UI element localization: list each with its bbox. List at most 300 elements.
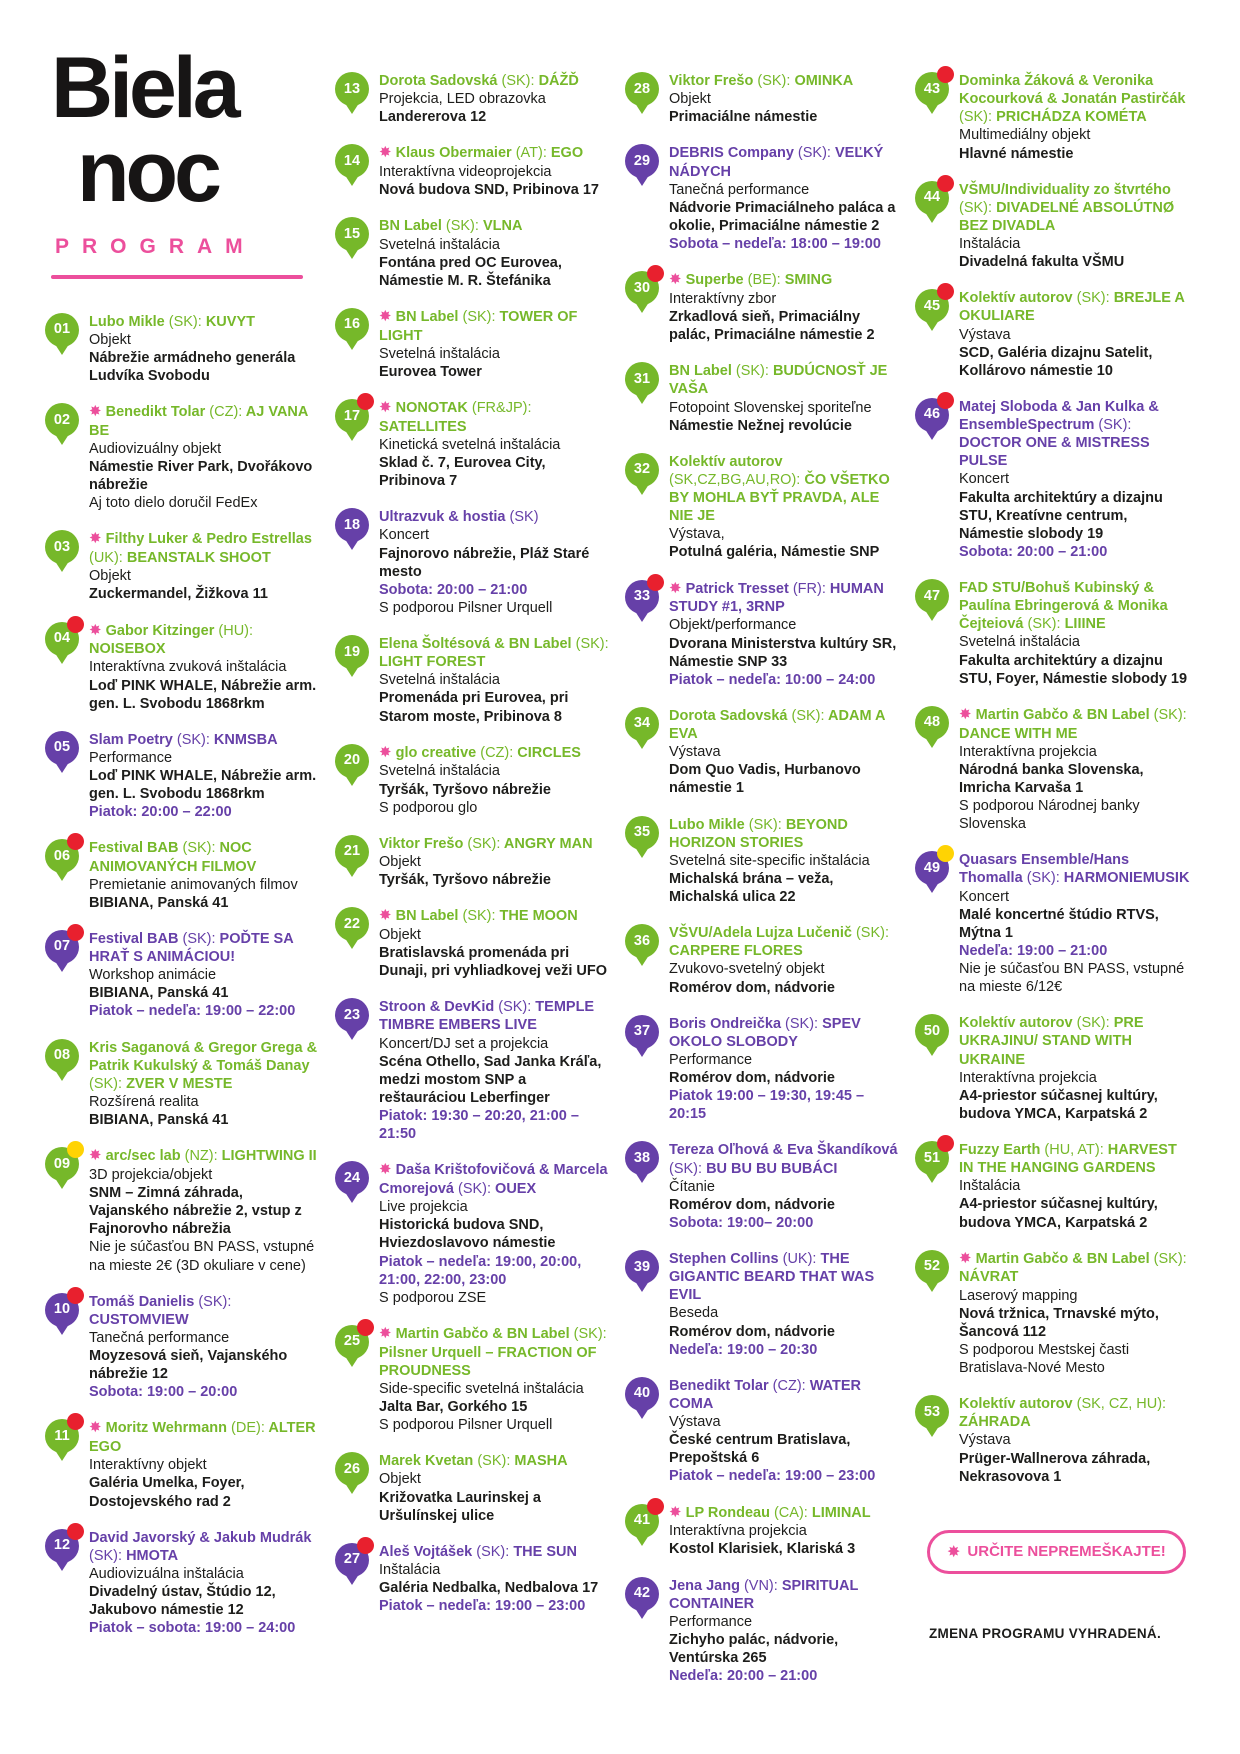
- artist-name: BN Label: [379, 218, 442, 235]
- event-number: 38: [633, 1149, 651, 1166]
- event-info: Koncert/DJ set a projekcia: [379, 1035, 549, 1052]
- event-time: Nedeľa: 19:00 – 21:00: [959, 942, 1108, 959]
- event-info: Tanečná performance: [89, 1329, 230, 1346]
- event-venue: A4-priestor súčasnej kultúry, budova YMCA, Karpatská 2: [959, 1087, 1158, 1122]
- event-body: [669, 816, 901, 907]
- event-pin: [625, 1141, 660, 1191]
- event-title: [89, 313, 321, 331]
- event-body: [959, 181, 1191, 272]
- event-time: Nedeľa: 20:00 – 21:00: [669, 1668, 818, 1685]
- event-pin: [335, 144, 370, 194]
- artist-name: Quasars Ensemble/Hans Thomalla: [959, 852, 1130, 887]
- event-number: 53: [923, 1403, 941, 1420]
- map-pin-icon: [45, 403, 79, 437]
- event-venue: Landererova 12: [379, 109, 487, 126]
- country-code: (SK): [509, 509, 539, 526]
- event-pin: [625, 453, 660, 503]
- map-pin-icon: [335, 998, 369, 1032]
- work-title: NOC ANIMOVANÝCH FILMOV: [89, 840, 257, 875]
- event-venue: Romérov dom, nádvorie: [669, 1070, 835, 1086]
- event-number: 15: [343, 225, 361, 242]
- event-item: [625, 1577, 901, 1686]
- red-alert-dot: [937, 175, 954, 192]
- event-body: [669, 362, 901, 435]
- artist-name: Tereza Oľhová & Eva Škandíková: [669, 1142, 898, 1159]
- event-venue: BIBIANA, Panská 41: [89, 985, 229, 1002]
- country-code: (UK):: [89, 550, 123, 567]
- star-icon: ✸: [379, 907, 392, 925]
- event-venue: Promenáda pri Eurovea, pri Starom moste, Pribinova 8: [379, 690, 569, 725]
- event-pin: [625, 1577, 660, 1627]
- event-body: [379, 144, 611, 199]
- map-pin-icon: [335, 907, 369, 941]
- artist-name: Festival BAB: [89, 840, 179, 857]
- event-pin: [625, 1015, 660, 1065]
- event-number: 18: [343, 516, 361, 533]
- map-pin-icon: [335, 1452, 369, 1486]
- event-item: [625, 453, 901, 562]
- event-item: [915, 1141, 1191, 1232]
- event-item: [915, 72, 1191, 163]
- event-venue: Primaciálne námestie: [669, 109, 818, 126]
- event-pin: [45, 839, 80, 889]
- event-body: [379, 399, 611, 490]
- event-item: [45, 1293, 321, 1402]
- event-title: [89, 1529, 321, 1565]
- map-pin-icon: [335, 144, 369, 178]
- work-title: TEMPLE TIMBRE EMBERS LIVE: [379, 999, 595, 1034]
- event-number: 09: [53, 1155, 71, 1172]
- event-title: [379, 72, 611, 90]
- work-title: WATER COMA: [669, 1377, 861, 1412]
- artist-name: Kolektív autorov: [959, 1015, 1073, 1032]
- red-alert-dot: [67, 1523, 84, 1540]
- artist-name: Jena Jang: [669, 1577, 740, 1594]
- event-number: 02: [53, 411, 71, 428]
- event-info: Workshop animácie: [89, 967, 217, 984]
- work-title: NOISEBOX: [89, 641, 166, 658]
- event-item: [45, 1419, 321, 1510]
- event-title: [89, 930, 321, 966]
- event-body: [959, 1141, 1191, 1232]
- country-code: (SK):: [176, 731, 210, 748]
- logo-word-noc: noc: [77, 124, 218, 221]
- event-number: 37: [633, 1023, 651, 1040]
- event-info: Objekt: [379, 1471, 421, 1488]
- event-title: [89, 1147, 321, 1166]
- work-title: CUSTOMVIEW: [89, 1311, 189, 1328]
- country-code: (SK):: [457, 1181, 492, 1197]
- event-venue: Fakulta architektúry a dizajnu STU, Kreatívne centrum, Námestie slobody 19: [959, 489, 1163, 542]
- event-title: [669, 72, 901, 90]
- event-list: [915, 72, 1191, 1486]
- star-icon: ✸: [379, 1324, 392, 1342]
- event-title: [669, 1015, 901, 1051]
- program-change-note: ZMENA PROGRAMU VYHRADENÁ.: [929, 1625, 1162, 1641]
- event-info: Audiovizuálny objekt: [89, 440, 222, 457]
- event-pin: [915, 579, 950, 629]
- event-info: Svetelná inštalácia: [379, 763, 500, 780]
- artist-name: Dominka Žáková & Veronika Kocourková & Jonatán Pastirčák: [959, 73, 1186, 108]
- artist-name: Ultrazvuk & hostia: [379, 509, 506, 526]
- event-item: [335, 1543, 611, 1616]
- star-icon: ✸: [89, 621, 102, 639]
- artist-name: Martin Gabčo & BN Label: [975, 706, 1150, 723]
- event-venue: Národná banka Slovenska, Imricha Karvaša 1: [959, 761, 1144, 796]
- event-pin: [915, 1014, 950, 1064]
- work-title: ADAM A EVA: [669, 707, 885, 742]
- work-title: ALTER EGO: [89, 1420, 316, 1456]
- star-icon: ✸: [379, 1161, 392, 1179]
- country-code: (SK):: [89, 1547, 123, 1564]
- event-time: Piatok: 20:00 – 22:00: [89, 804, 232, 821]
- event-item: [625, 924, 901, 997]
- event-time: Nedeľa: 19:00 – 20:30: [669, 1341, 818, 1358]
- event-pin: [915, 72, 950, 122]
- event-number: 14: [343, 152, 361, 169]
- event-info: Svetelná site-specific inštalácia: [669, 852, 870, 869]
- event-body: [379, 1325, 611, 1434]
- map-pin-icon: [625, 1141, 659, 1175]
- country-code: (CZ):: [480, 744, 514, 761]
- event-item: [625, 1141, 901, 1232]
- event-body: [89, 622, 321, 713]
- event-venue: Galéria Nedbalka, Nedbalova 17: [379, 1580, 599, 1596]
- event-info: Výstava: [669, 744, 721, 761]
- event-title: [89, 403, 321, 440]
- event-item: [625, 72, 901, 126]
- map-pin-icon: [45, 1039, 79, 1073]
- event-number: 04: [53, 630, 71, 647]
- country-code: (CZ):: [209, 404, 243, 421]
- work-title: SMING: [784, 272, 833, 289]
- work-title: KNMSBA: [213, 731, 278, 748]
- event-info: Performance: [669, 1613, 753, 1630]
- event-pin: [625, 707, 660, 757]
- star-icon: ✸: [89, 530, 102, 548]
- map-pin-icon: [335, 635, 369, 669]
- event-title: [379, 399, 611, 436]
- event-venue: Križovatka Laurinskej a Uršulínskej ulice: [379, 1489, 541, 1524]
- event-venue: Tyršák, Tyršovo nábrežie: [379, 872, 551, 888]
- event-item: [915, 1395, 1191, 1486]
- map-pin-icon: [335, 835, 369, 869]
- event-pin: [915, 289, 950, 339]
- event-title: [379, 144, 611, 163]
- event-pin: [45, 530, 80, 580]
- event-item: [625, 1250, 901, 1359]
- event-title: [669, 924, 901, 960]
- event-info: Koncert: [959, 888, 1009, 905]
- artist-name: NONOTAK: [395, 400, 468, 416]
- event-item: [915, 181, 1191, 272]
- event-body: [89, 1147, 321, 1275]
- event-item: [625, 1377, 901, 1486]
- event-info: Nie je súčasťou BN PASS, vstupné na mieste 6/12€: [959, 961, 1185, 996]
- event-info: Výstava: [959, 326, 1011, 343]
- event-title: [959, 1141, 1191, 1177]
- event-venue: BIBIANA, Panská 41: [89, 1112, 229, 1129]
- artist-name: Fuzzy Earth: [959, 1142, 1041, 1158]
- work-title: LIMINAL: [811, 1504, 871, 1521]
- event-title: [959, 579, 1191, 633]
- event-venue: Divadelná fakulta VŠMU: [959, 254, 1125, 271]
- event-info: S podporou Národnej banky Slovenska: [959, 798, 1140, 833]
- event-title: [379, 835, 611, 853]
- event-time: Sobota: 20:00 – 21:00: [959, 543, 1108, 560]
- event-venue: Bratislavská promenáda pri Dunaji, pri vyhliadkovej veži UFO: [379, 945, 608, 980]
- event-number: 20: [343, 752, 361, 769]
- dont-miss-badge: [927, 1530, 1186, 1574]
- event-item: [915, 579, 1191, 688]
- event-venue: Prüger-Wallnerova záhrada, Nekrasovova 1: [959, 1450, 1151, 1485]
- event-title: [669, 362, 901, 398]
- work-title: DIVADELNÉ ABSOLÚTNØ BEZ DIVADLA: [959, 199, 1175, 234]
- country-code: (SK):: [462, 908, 496, 925]
- country-code: (SK):: [501, 73, 535, 89]
- event-info: Koncert: [379, 527, 429, 544]
- artist-name: Martin Gabčo & BN Label: [395, 1325, 570, 1342]
- event-venue: Historická budova SND, Hviezdoslavovo námestie: [379, 1217, 556, 1252]
- event-pin: [45, 313, 80, 363]
- event-pin: [335, 1543, 370, 1593]
- artist-name: Lubo Mikle: [669, 816, 745, 833]
- event-venue: Fontána pred OC Eurovea, Námestie M. R. Štefánika: [379, 254, 562, 289]
- event-pin: [915, 706, 950, 756]
- event-time: Piatok – nedeľa: 19:00 – 22:00: [89, 1003, 296, 1020]
- country-code: (SK):: [198, 1293, 232, 1310]
- event-info: Objekt: [669, 91, 711, 108]
- event-pin: [625, 271, 660, 321]
- artist-name: Benedikt Tolar: [669, 1377, 769, 1394]
- event-info: Objekt: [379, 853, 421, 870]
- event-info: Zvukovo-svetelný objekt: [669, 961, 825, 978]
- event-item: [335, 998, 611, 1143]
- event-title: [379, 308, 611, 345]
- column-3: [625, 46, 901, 1724]
- event-title: [669, 1504, 901, 1523]
- artist-name: DEBRIS Company: [669, 145, 794, 162]
- red-alert-dot: [67, 833, 84, 850]
- work-title: KUVYT: [205, 313, 255, 330]
- event-item: [45, 1147, 321, 1275]
- event-info: Performance: [89, 749, 173, 766]
- event-number: 45: [923, 297, 941, 314]
- work-title: HARMONIEMUSIK: [1063, 870, 1190, 887]
- event-time: Sobota – nedeľa: 18:00 – 19:00: [669, 236, 881, 252]
- country-code: (UK):: [782, 1251, 817, 1267]
- map-pin-icon: [625, 72, 659, 106]
- event-number: 27: [343, 1551, 361, 1568]
- event-title: [379, 217, 611, 235]
- event-pin: [915, 398, 950, 448]
- event-item: [625, 1504, 901, 1559]
- event-pin: [45, 1529, 80, 1579]
- event-venue: SCD, Galéria dizajnu Satelit, Kollárovo námestie 10: [959, 344, 1153, 379]
- event-venue: Eurovea Tower: [379, 363, 482, 380]
- work-title: SPEV OKOLO SLOBODY: [669, 1015, 861, 1050]
- event-pin: [335, 635, 370, 685]
- artist-name: Daša Krištofovičová & Marcela Cmorejová: [379, 1162, 608, 1197]
- event-venue: Romérov dom, nádvorie: [669, 979, 835, 996]
- country-code: (SK):: [1076, 1015, 1110, 1032]
- event-number: 42: [633, 1585, 651, 1601]
- event-item: [335, 399, 611, 490]
- work-title: DÁŽĎ: [538, 73, 579, 89]
- country-code: (BE):: [747, 272, 781, 289]
- country-code: (SK):: [959, 109, 993, 126]
- event-pin: [335, 1325, 370, 1375]
- event-item: [335, 1161, 611, 1307]
- event-venue: Galéria Umelka, Foyer, Dostojevského rad 2: [89, 1475, 245, 1510]
- red-alert-dot: [357, 393, 374, 410]
- event-pin: [45, 1293, 80, 1343]
- work-title: SPIRITUAL CONTAINER: [669, 1577, 859, 1612]
- event-venue: Zuckermandel, Žižkova 11: [89, 586, 268, 603]
- event-body: [379, 1543, 611, 1616]
- event-venue: Nádvorie Primaciálneho paláca a okolie, Primaciálne námestie 2: [669, 199, 896, 234]
- country-code: (SK):: [959, 199, 993, 216]
- event-title: [89, 731, 321, 749]
- event-item: [915, 398, 1191, 561]
- work-title: ČO VŠETKO BY MOHLA BYŤ PRAVDA, ALE NIE JE: [669, 471, 890, 525]
- event-pin: [45, 1147, 80, 1197]
- event-venue: Jalta Bar, Gorkého 15: [379, 1399, 528, 1415]
- event-info: Interaktívna projekcia: [669, 1523, 807, 1540]
- map-pin-icon: [915, 579, 949, 613]
- event-time: Piatok – nedeľa: 19:00, 20:00, 21:00, 22:00, 23:00: [379, 1253, 582, 1288]
- event-item: [625, 271, 901, 344]
- red-alert-dot: [357, 1319, 374, 1336]
- event-title: [959, 851, 1191, 887]
- event-number: 48: [923, 714, 941, 731]
- work-title: BEYOND HORIZON STORIES: [669, 816, 848, 851]
- event-info: Interaktívna projekcia: [959, 1069, 1097, 1086]
- event-body: [379, 217, 611, 290]
- artist-name: Slam Poetry: [89, 731, 173, 748]
- event-number: 43: [923, 80, 941, 97]
- event-info: Aj toto dielo doručil FedEx: [89, 495, 258, 512]
- work-title: EGO: [550, 145, 584, 162]
- event-body: [669, 1377, 901, 1486]
- event-venue: Námestie Nežnej revolúcie: [669, 417, 852, 434]
- event-body: [669, 1504, 901, 1559]
- work-title: PRE UKRAJINU/ STAND WITH UKRAINE: [959, 1015, 1144, 1068]
- event-venue: Sklad č. 7, Eurovea City, Pribinova 7: [379, 455, 546, 490]
- artist-name: Viktor Frešo: [669, 73, 754, 89]
- artist-name: Aleš Vojtášek: [379, 1543, 473, 1560]
- work-title: Pilsner Urquell – FRACTION OF PROUDNESS: [379, 1344, 597, 1379]
- work-title: BUDÚCNOSŤ JE VAŠA: [669, 363, 888, 398]
- event-title: [959, 181, 1191, 235]
- country-code: (SK):: [1027, 616, 1061, 633]
- event-list: [335, 72, 611, 1615]
- red-alert-dot: [937, 392, 954, 409]
- star-icon: ✸: [379, 144, 392, 162]
- map-pin-icon: [625, 1377, 659, 1411]
- event-item: [45, 930, 321, 1021]
- event-title: [669, 1250, 901, 1304]
- event-info: Svetelná inštalácia: [379, 345, 500, 362]
- event-body: [379, 1161, 611, 1307]
- star-icon: ✸: [669, 579, 682, 597]
- event-info: Inštalácia: [379, 1561, 441, 1578]
- red-alert-dot: [647, 1498, 664, 1515]
- event-item: [335, 508, 611, 617]
- event-title: [379, 744, 611, 763]
- event-pin: [335, 72, 370, 122]
- event-body: [379, 744, 611, 817]
- star-icon: ✸: [959, 1249, 972, 1267]
- country-code: (NZ):: [184, 1148, 218, 1165]
- event-number: 24: [343, 1169, 361, 1186]
- work-title: LIGHTWING II: [221, 1148, 317, 1165]
- event-pin: [915, 181, 950, 231]
- event-pin: [625, 144, 660, 194]
- artist-name: Kolektív autorov: [669, 453, 783, 470]
- event-venue: Zichyho palác, nádvorie, Ventúrska 265: [669, 1631, 839, 1666]
- event-item: [625, 1015, 901, 1124]
- work-title: SATELLITES: [379, 418, 467, 435]
- event-pin: [335, 308, 370, 358]
- work-title: HARVEST IN THE HANGING GARDENS: [959, 1142, 1177, 1177]
- event-info: Multimediálny objekt: [959, 127, 1091, 144]
- red-alert-dot: [647, 265, 664, 282]
- star-icon: ✸: [669, 271, 682, 289]
- country-code: (SK):: [1026, 870, 1060, 887]
- event-info: Interaktívny objekt: [89, 1457, 207, 1474]
- country-code: (SK):: [797, 145, 831, 162]
- work-title: LIGHT FOREST: [379, 654, 486, 671]
- artist-name: Superbe: [685, 272, 744, 289]
- dont-miss-label: URČITE NEPREMEŠKAJTE!: [967, 1543, 1166, 1561]
- country-code: (SK):: [445, 218, 479, 235]
- event-body: [379, 508, 611, 617]
- work-title: VLNA: [482, 218, 523, 235]
- country-code: (SK):: [791, 707, 825, 724]
- event-info: Objekt: [89, 331, 131, 348]
- event-info: Svetelná inštalácia: [379, 236, 500, 253]
- event-title: [89, 530, 321, 567]
- event-body: [669, 580, 901, 689]
- event-venue: Michalská brána – veža, Michalská ulica 22: [669, 870, 834, 905]
- artist-name: Kris Saganová & Gregor Grega & Patrik Kukulský & Tomáš Danay: [89, 1039, 318, 1074]
- event-pin: [335, 1452, 370, 1502]
- event-info: Nie je súčasťou BN PASS, vstupné na mieste 2€ (3D okuliare v cene): [89, 1239, 315, 1274]
- event-info: 3D projekcia/objekt: [89, 1166, 213, 1183]
- event-body: [959, 1250, 1191, 1378]
- event-list: [625, 72, 901, 1685]
- event-body: [379, 907, 611, 980]
- event-number: 25: [343, 1333, 361, 1350]
- event-item: [335, 72, 611, 126]
- event-venue: Nová tržnica, Trnavské mýto, Šancová 112: [959, 1305, 1159, 1340]
- event-title: [669, 1141, 901, 1177]
- artist-name: VŠVU/Adela Lujza Lučenič: [669, 925, 852, 942]
- map-pin-icon: [625, 362, 659, 396]
- event-pin: [625, 1250, 660, 1300]
- event-item: [45, 622, 321, 713]
- event-venue: Divadelný ústav, Štúdio 12, Jakubovo námestie 12: [89, 1584, 276, 1619]
- event-pin: [335, 998, 370, 1048]
- red-alert-dot: [67, 1413, 84, 1430]
- map-pin-icon: [45, 731, 79, 765]
- event-info: Interaktívny zbor: [669, 290, 777, 307]
- work-title: HUMAN STUDY #1, 3RNP: [669, 580, 884, 616]
- event-pin: [45, 403, 80, 453]
- event-item: [45, 313, 321, 386]
- event-item: [45, 839, 321, 912]
